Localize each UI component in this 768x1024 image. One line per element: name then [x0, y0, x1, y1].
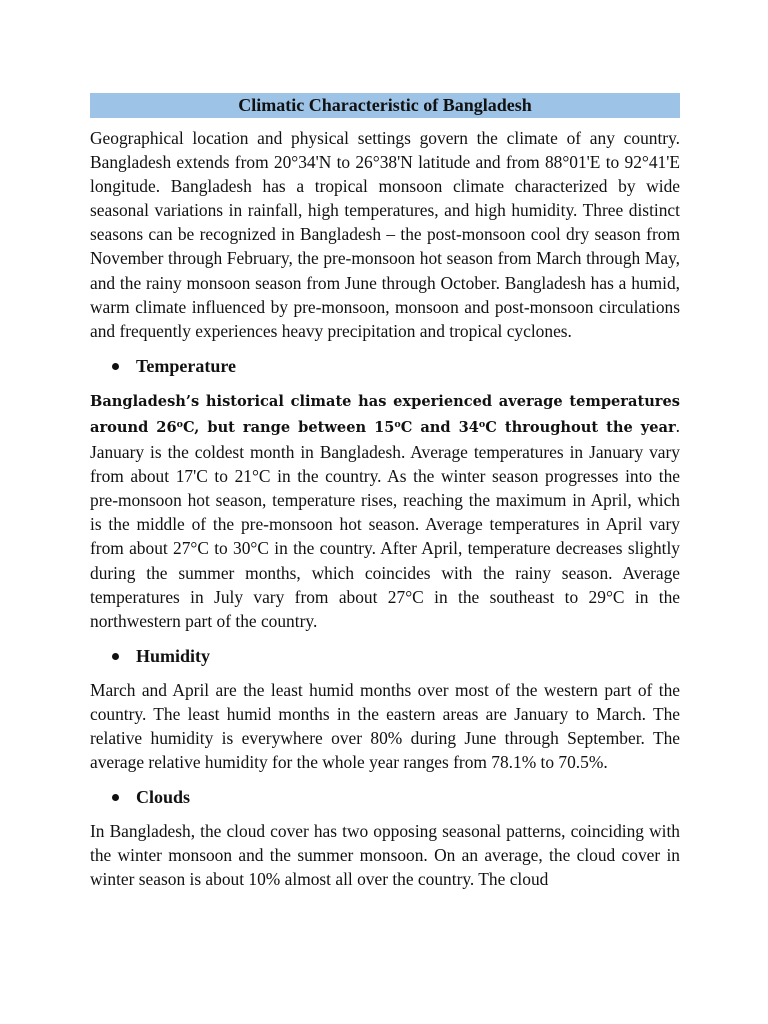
- humidity-paragraph: March and April are the least humid months over most of the western part of the country. The least humid months in the eastern areas are January to March. The relative humidity is everywhere over 80% during June through September. The average relative humidity for the whole year ranges from 78.1% to 70.5%.: [90, 679, 680, 773]
- lead-text-part: C, but range between 15: [182, 418, 395, 436]
- temperature-paragraph: [90, 388, 680, 633]
- section-heading-label: Humidity: [136, 645, 211, 666]
- bullet-icon: [112, 794, 119, 801]
- lead-text-part: C throughout the year: [485, 418, 676, 436]
- clouds-paragraph: In Bangladesh, the cloud cover has two opposing seasonal patterns, coinciding with the winter monsoon and the summer monsoon. On an average, the cloud cover in winter season is about 10% almost all over the country. The cloud: [90, 821, 680, 890]
- bullet-icon: [112, 653, 119, 660]
- temperature-body-text: . January is the coldest month in Bangladesh. Average temperatures in January vary from about 17'C to 21°C in the country. As the winter season progresses into the pre-monsoon hot season, temperature rises, reaching the maximum in April, which is the middle of the pre-monsoon hot season. Average temperatures in April vary from about 27°C to 30°C in the country. After April, temperature decreases slightly during the summer months, which coincides with the rainy season. Average temperatures in July vary from about 27°C in the southeast to 29°C in the northwestern part of the country.: [90, 415, 680, 631]
- lead-text-part: Bangladesh’s historical climate has experienced average temperatures around 26: [90, 392, 680, 436]
- section-heading-label: Temperature: [136, 355, 236, 376]
- section-heading-label: Clouds: [136, 787, 191, 808]
- bullet-icon: [112, 363, 119, 370]
- degree-superscript: o: [176, 418, 183, 430]
- degree-superscript: o: [478, 418, 486, 430]
- section-heading-temperature: [90, 353, 680, 379]
- section-heading-humidity: [90, 643, 680, 669]
- section-heading-clouds: [90, 784, 680, 810]
- document-title: Climatic Characteristic of Bangladesh: [90, 93, 680, 118]
- temperature-lead-text: [90, 393, 680, 436]
- degree-superscript: o: [394, 418, 401, 430]
- intro-paragraph: Geographical location and physical settings govern the climate of any country. Bangladesh extends from 20°34'N to 26°38'N latitude and from 88°01'E to 92°41'E longitude. Bangladesh has a tropical monsoon climate characterized by wide seasonal variations in rainfall, high temperatures, and high humidity. Three distinct seasons can be recognized in Bangladesh – the post-monsoon cool dry season from November through February, the pre-monsoon hot season from March through May, and the rainy monsoon season from June through October. Bangladesh has a humid, warm climate influenced by pre-monsoon, monsoon and post-monsoon circulations and frequently experiences heavy precipitation and tropical cyclones.: [90, 128, 680, 341]
- lead-text-part: C and 34: [400, 418, 479, 436]
